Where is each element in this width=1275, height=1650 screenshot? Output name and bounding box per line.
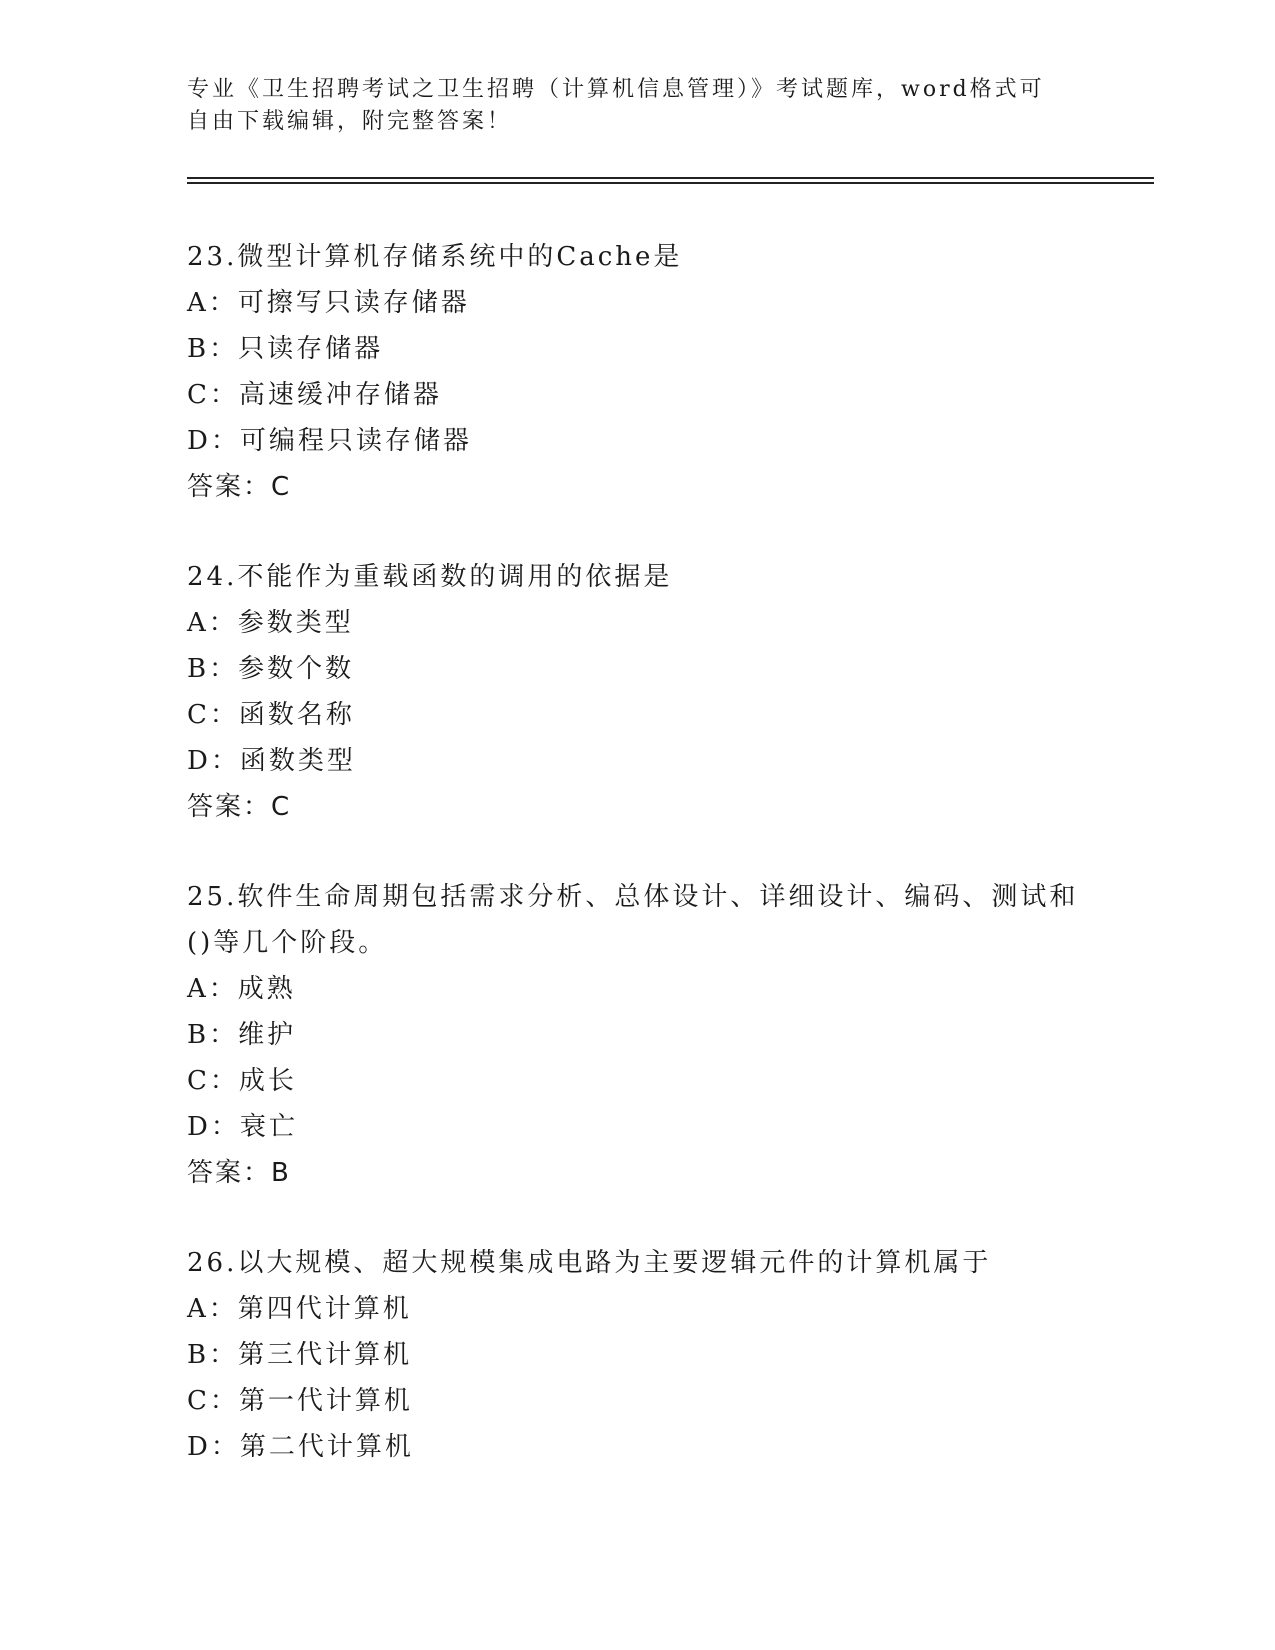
option-d: D：第二代计算机 <box>187 1432 414 1462</box>
option-d: D：衰亡 <box>187 1112 298 1142</box>
answer: 答案：C <box>187 792 292 822</box>
option-a: A：可擦写只读存储器 <box>187 288 470 318</box>
option-b: B：第三代计算机 <box>187 1340 413 1370</box>
header-rule-top <box>187 177 1154 179</box>
option-a: A：成熟 <box>187 974 296 1004</box>
question-title: 24.不能作为重载函数的调用的依据是 <box>187 562 673 592</box>
option-b: B：只读存储器 <box>187 334 384 364</box>
question-title: 26.以大规模、超大规模集成电路为主要逻辑元件的计算机属于 <box>187 1248 992 1278</box>
question-title: 23.微型计算机存储系统中的Cache是 <box>187 242 683 272</box>
document-header: 专业《卫生招聘考试之卫生招聘（计算机信息管理）》考试题库，word格式可自由下载编辑，附完整答案！ <box>187 77 1045 134</box>
option-d: D：函数类型 <box>187 746 356 776</box>
question-24 <box>187 554 1087 830</box>
question-26 <box>187 1240 1087 1470</box>
option-a: A：参数类型 <box>187 608 354 638</box>
option-c: C：高速缓冲存储器 <box>187 380 442 410</box>
question-23 <box>187 234 1087 510</box>
option-c: C：函数名称 <box>187 700 355 730</box>
option-c: C：成长 <box>187 1066 297 1096</box>
option-b: B：维护 <box>187 1020 297 1050</box>
option-c: C：第一代计算机 <box>187 1386 413 1416</box>
question-title: 25.软件生命周期包括需求分析、总体设计、详细设计、编码、测试和()等几个阶段。 <box>187 882 1079 958</box>
answer: 答案：C <box>187 472 292 502</box>
option-a: A：第四代计算机 <box>187 1294 412 1324</box>
answer: 答案：B <box>187 1158 291 1188</box>
header-rule-bottom <box>187 182 1154 184</box>
option-d: D：可编程只读存储器 <box>187 426 472 456</box>
question-25 <box>187 874 1087 1196</box>
option-b: B：参数个数 <box>187 654 355 684</box>
